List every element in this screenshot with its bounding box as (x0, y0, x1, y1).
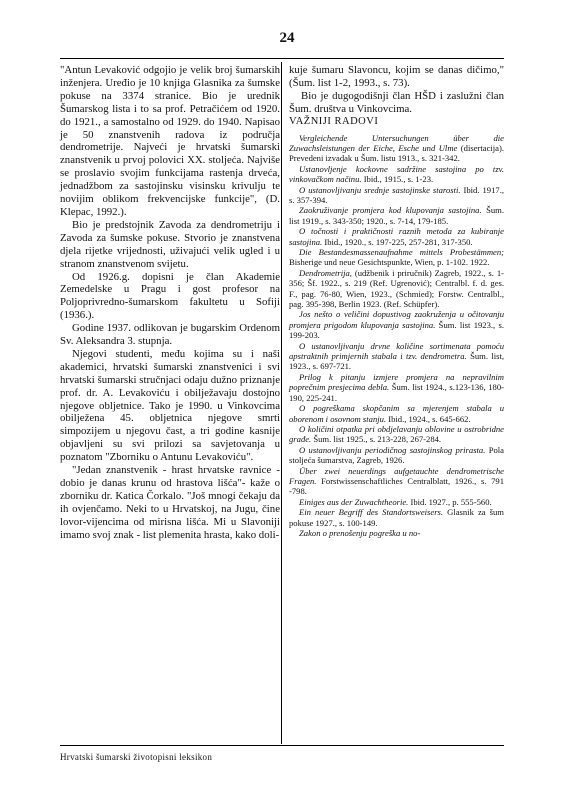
work-reference: Pola stoljeća šumarstva, Zagreb, 1926. (289, 444, 504, 466)
paragraph: Godine 1937. odlikovan je bugarskim Ordenom Sv. Aleksandra 3. stupnja. (60, 322, 280, 348)
work-title: O količini otpatka pri obdjelavanju oblovine u ostrobridne građe. (289, 423, 504, 445)
section-title: VAŽNIJI RADOVI (289, 115, 379, 127)
paragraph: "Antun Levaković odgojio je velik broj šumarskih inženjera. Uređio je 10 knjiga Glasnika za šumske pokuse na 3374 stranice. Bio je urednik Šumarskog lista i to sa prof. Petračićem od 1920. do 1921., a samostalno od 1929. do 1940. Napisao je 50 znanstvenih radova iz područja dendrometrije. Najveći je hrvatski šumarski znanstvenik u prvoj polovici XX. stoljeća. Najviše se proslavio svojim funkcijama rastenja drveća, jednadžbom za sastojinsku visinsku krivulju te novijim oblikom frekvencijske funkcije", (D. Klepac, 1992.). (60, 64, 280, 218)
work-entry (289, 133, 504, 164)
work-entry (289, 164, 504, 185)
work-title: O ustanovljivanju periodičnog sastojinskog prirasta. (299, 444, 486, 455)
work-reference: Ibid., 1915., s. 1-23. (361, 174, 434, 185)
paragraph: Bio je predstojnik Zavoda za dendrometriju i Zavoda za šumske pokuse. Stvorio je znanstvena djela rijetke vrijednosti, uživajući velik ugled i u stranom znanstvenom svijetu. (60, 218, 280, 270)
work-entry (289, 226, 504, 247)
work-reference: Šum. list 1925., s. 213-228, 267-284. (311, 434, 442, 445)
work-entry (289, 466, 504, 497)
work-reference: Šum. list 1919., s. 343-350; 1920., s. 7-14, 179-185. (289, 205, 504, 226)
work-entry (289, 403, 504, 424)
work-entry (289, 247, 504, 268)
work-title: O ustanovljivanju drvne količine sortimenata pomoću apstraktnih primjernih stabala i tzv. dendrometra. (289, 340, 504, 362)
work-reference: Bisherige und neue Gesichtspunkte, Wien, p. 1-102. 1922. (289, 257, 490, 268)
work-entry (289, 528, 504, 538)
work-entry (289, 507, 504, 528)
work-title: O točnosti i praktičnosti raznih metoda za kubiranje sastojina. (289, 226, 504, 247)
work-reference: Šum. list 1924., s.123-136, 180-190, 225-241. (289, 382, 504, 403)
work-title: Dendrometrija, (299, 267, 352, 278)
work-title: Zaokruživanje promjera kod klupovanja sastojina. (299, 205, 482, 216)
work-reference: (disertacija). Prevedeni izvadak u Šum. listu 1913., s. 321-342. (289, 142, 504, 164)
bottom-rule (60, 745, 504, 746)
work-entry (289, 497, 504, 507)
paragraph: "Jedan znanstvenik - hrast hrvatske ravnice - dobio je danas krunu od hrastova lišća"- kaže o zborniku dr. Katica Čorkalo. "Još mnogi čekaju da ih ovjenčamo. Neki to u Hrvatskoj, na Jugu, čine lovor-vijencima od mirisna lišća. Mi u Slavoniji imamo svoj znak - list plemenita hrasta, kako doli- (60, 464, 280, 541)
work-entry (289, 341, 504, 372)
works-list (289, 133, 504, 539)
work-reference: Šum. list 1923., s. 199-203. (289, 319, 504, 341)
work-title: Prilog k pitanju izmjere promjera na nepravilnim poprečnim presjecima debla. (289, 371, 504, 393)
work-entry (289, 424, 504, 445)
paragraph: Od 1926.g. dopisni je član Akademie Zemedelske u Pragu i gost profesor na Poljoprivredno-šumarskom fakultetu u Sofiji (1936.). (60, 270, 280, 322)
column-divider (281, 62, 282, 744)
work-title: Die Bestandesmassenaufnahme mittels Probestämmen; (299, 247, 504, 257)
top-rule (60, 58, 504, 59)
work-reference: Ibid. 1917., s. 357-394. (289, 184, 504, 205)
work-reference: Forstwissenschaftliches Centralblatt, 1926., s. 791 -798. (289, 475, 504, 497)
work-reference: Šum. list, 1923., s. 697-721. (289, 351, 504, 372)
left-column (60, 64, 280, 542)
work-reference: Ibid. 1927., p. 555-560. (408, 496, 492, 507)
work-title: Zakon o prenošenju pogreška u no- (299, 527, 421, 538)
work-entry (289, 268, 504, 310)
work-entry (289, 309, 504, 340)
work-entry (289, 185, 504, 206)
work-title: Einiges aus der Zuwachtheorie. (299, 496, 409, 507)
paragraph: Njegovi studenti, među kojima su i naši akademici, hrvatski šumarski znanstvenici i svi hrvatski šumarski stručnjaci odaju dužno priznanje prof. dr. A. Levakoviću i obilježavaju dostojno njegove obljetnice. Tako je 1990. u Vinkovcima obilježena 45. obljetnica njegove smrti simpozijem u njegovu čast, a tri godine kasnije objavljeni su svi prilozi sa savjetovanja u poznatom "Zborniku o Antunu Levakoviću". (60, 347, 280, 464)
work-entry (289, 372, 504, 403)
work-reference: Ibid., 1924., s. 645-662. (386, 413, 471, 424)
work-title: Über zwei neuerdings aufgetauchte dendrometrische Fragen. (289, 465, 504, 486)
work-reference: Ibid., 1920., s. 197-225, 257-281, 317-350. (322, 236, 473, 247)
work-entry (289, 445, 504, 466)
work-title: Ein neuer Begriff des Standortsweisers. (299, 507, 444, 518)
page-number: 24 (279, 30, 295, 46)
work-reference: Glasnik za šum pokuse 1927., s. 100-149. (289, 507, 504, 528)
work-title: O ustanovljivanju srednje sastojinske starosti. (299, 184, 461, 195)
paragraph: kuje šumaru Slavoncu, kojim se danas dičimo," (Šum. list 1-2, 1993., s. 73). (289, 64, 504, 89)
work-entry (289, 205, 504, 226)
footer: Hrvatski šumarski životopisni leksikon (60, 752, 213, 762)
paragraph: Bio je dugogodišnji član HŠD i zaslužni član Šum. društva u Vinkovcima. (289, 89, 504, 115)
right-column (289, 64, 504, 538)
work-title: Vergleichende Untersuchungen über die Zuwachsleistungen der Eiche, Esche und Ulme (289, 132, 504, 153)
work-title: Ustanovljenje kockovne sadržine sastojina po tzv. vinkovačkom načinu. (289, 163, 504, 185)
work-title: Jos nešto o veličini dopustivog zaokruženja u očitovanju promjera prigodom klupovanja sastojina. (289, 309, 504, 330)
work-reference: (udžbenik i priručnik) Zagreb, 1922., s. 1-356; Šf. 1922., s. 219 (Ref. Ugrenović); Centralbl. f. d. ges. F., pag. 76-80, Wien, 1923., (Schmied); Forstw. Centralbl., pag. 395-398, Berlin 1923. (Ref. Schüpfer). (289, 267, 504, 310)
work-title: O pogreškama skopčanim sa mjerenjem stabala u oborenom i osovnom stanju. (289, 403, 504, 424)
